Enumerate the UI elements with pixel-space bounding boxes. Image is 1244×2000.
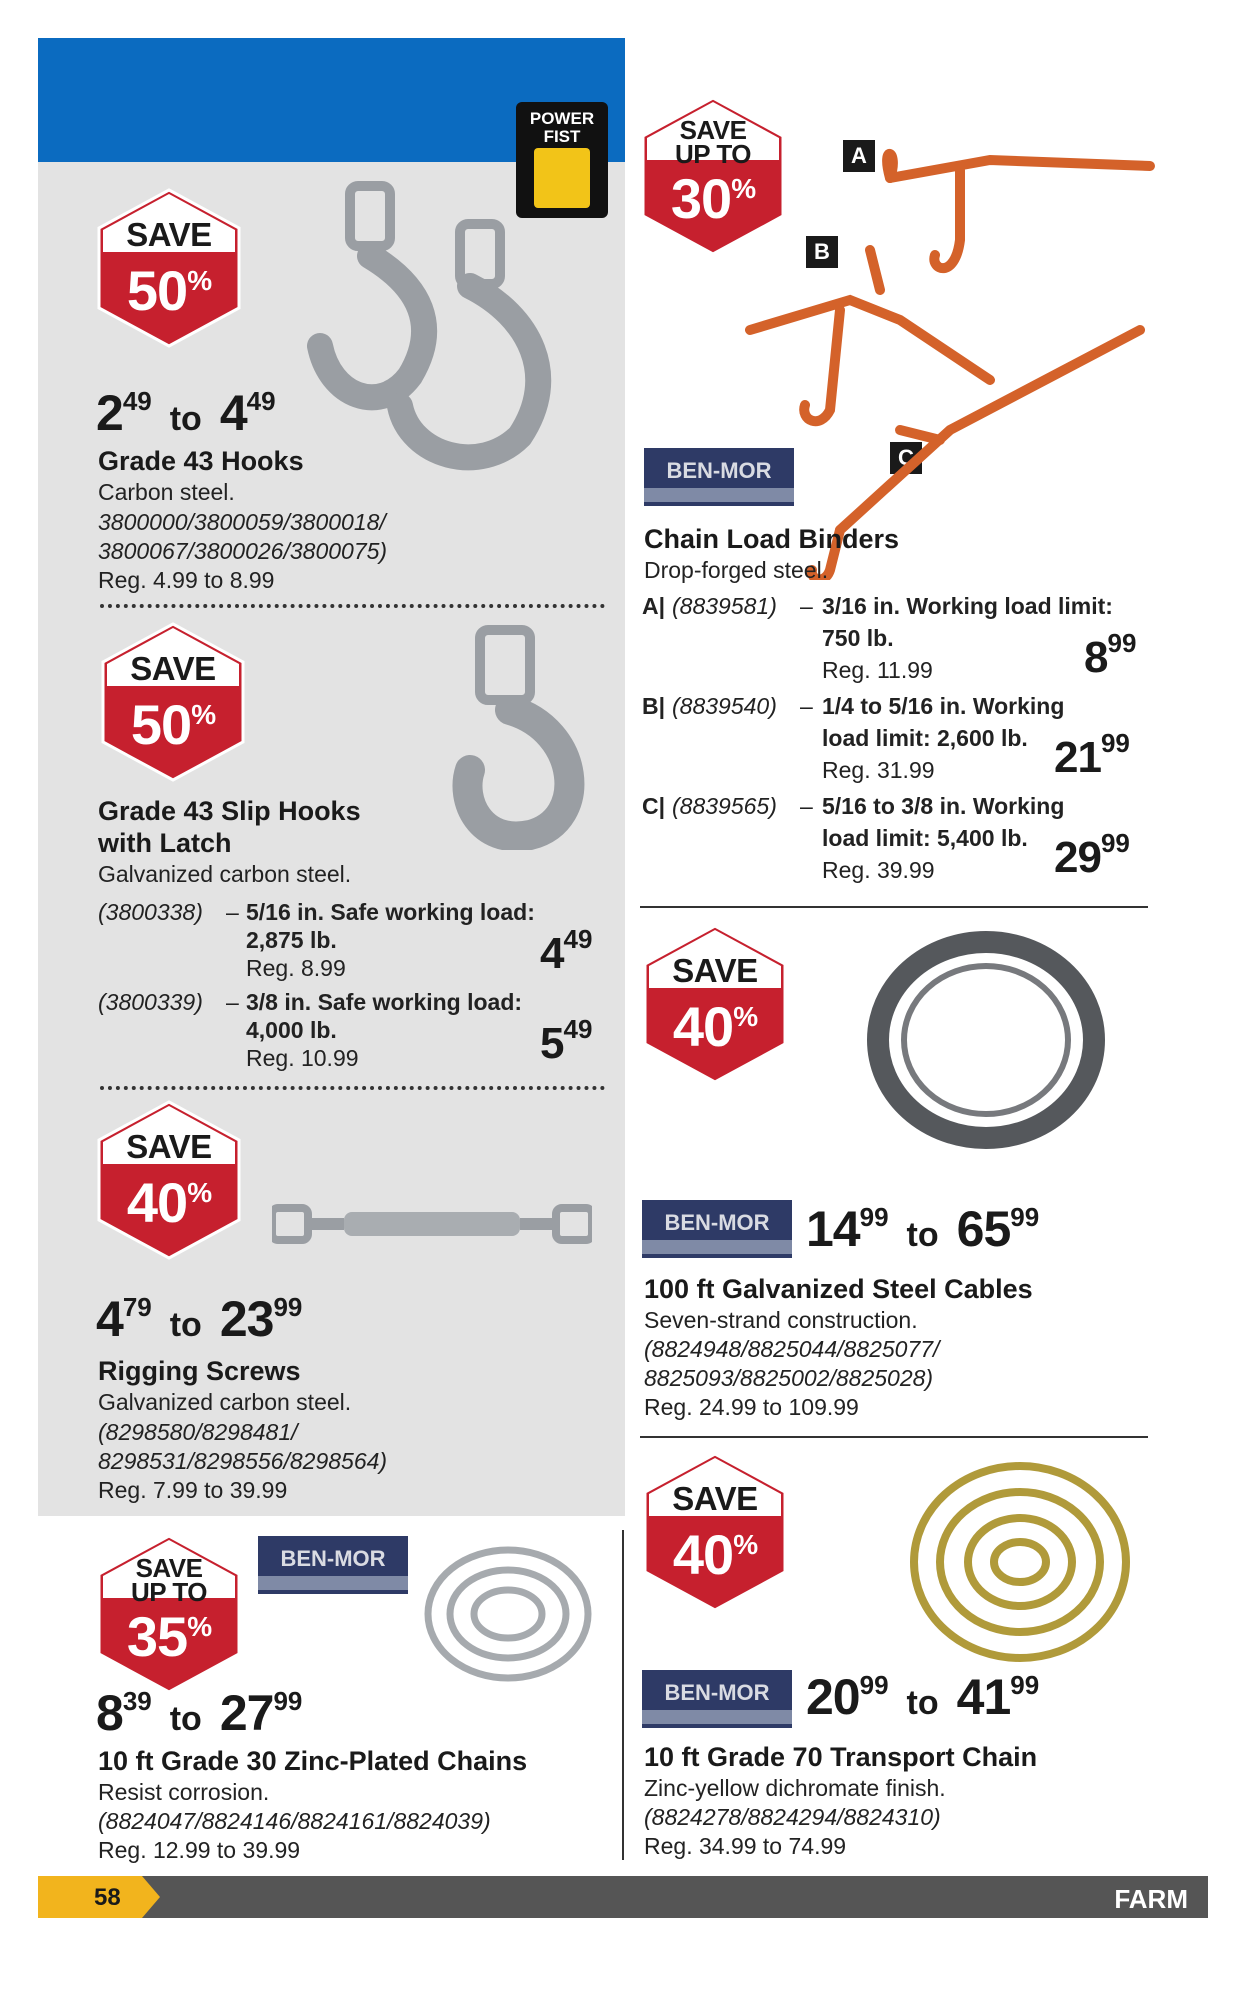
transport-chain-price: 2099 to 4199: [806, 1669, 1040, 1725]
transport-chain-image: [900, 1452, 1150, 1672]
binder-a-sku: (8839581): [672, 593, 777, 619]
slip-hook-2-price: 549: [540, 1014, 593, 1068]
transport-chain-title: 10 ft Grade 70 Transport Chain: [644, 1742, 1038, 1772]
rigging-material: Galvanized carbon steel.: [98, 1389, 352, 1415]
binder-a-dash: –: [800, 593, 813, 619]
binder-c-spec-1: 5/16 to 3/8 in. Working: [822, 793, 1065, 819]
transport-chain-save-badge: [642, 1452, 788, 1612]
dotted-divider: [100, 1086, 605, 1090]
cables-material: Seven-strand construction.: [644, 1307, 918, 1333]
slip-hook-1-spec-1: 5/16 in. Safe working load:: [246, 899, 535, 925]
rigging-save-badge: [96, 1100, 242, 1260]
cables-reg-price: Reg. 24.99 to 109.99: [644, 1394, 859, 1420]
svg-text:BEN-MOR: BEN-MOR: [664, 1680, 770, 1705]
binder-b-dash: –: [800, 693, 813, 719]
svg-text:BEN-MOR: BEN-MOR: [664, 1210, 770, 1235]
transport-chain-sku: (8824278/8824294/8824310): [644, 1804, 941, 1830]
zinc-chains-save-badge: [96, 1534, 242, 1694]
zinc-chains-material: Resist corrosion.: [98, 1779, 270, 1805]
badge-percent: 40%: [672, 995, 758, 1058]
binder-b-spec-1: 1/4 to 5/16 in. Working: [822, 693, 1065, 719]
footer-section-bar: [142, 1876, 1208, 1918]
rigging-reg-price: Reg. 7.99 to 39.99: [98, 1477, 288, 1503]
cables-price: 1499 to 6599: [806, 1201, 1040, 1257]
hooks-sku-1: 3800000/3800059/3800018/: [98, 509, 386, 535]
badge-save-text: SAVE: [672, 1480, 758, 1517]
rigging-sku-1: (8298580/8298481/: [98, 1419, 298, 1445]
zinc-chains-reg-price: Reg. 12.99 to 39.99: [98, 1837, 301, 1863]
slip-hook-image: [440, 620, 610, 850]
binder-c-sku: (8839565): [672, 793, 777, 819]
badge-percent: 50%: [130, 693, 216, 756]
badge-save-text: SAVE: [672, 952, 758, 989]
binder-b-reg: Reg. 31.99: [822, 757, 935, 783]
slip-hook-2-dash: –: [226, 989, 239, 1015]
badge-save-text: SAVE: [130, 650, 216, 687]
badge-percent: 40%: [126, 1171, 212, 1234]
badge-percent: 40%: [672, 1523, 758, 1586]
ben-mor-logo: [642, 1200, 792, 1258]
power-fist-text-2: FIST: [543, 127, 581, 146]
transport-chain-material: Zinc-yellow dichromate finish.: [644, 1775, 946, 1801]
footer-page-tab: [38, 1876, 142, 1918]
cables-sku-2: 8825093/8825002/8825028): [644, 1365, 934, 1391]
page-footer: [38, 1876, 1208, 1918]
binder-c-spec-2: load limit: 5,400 lb.: [822, 825, 1028, 851]
power-fist-text-1: POWER: [529, 109, 595, 128]
svg-text:BEN-MOR: BEN-MOR: [666, 458, 772, 483]
binder-a-spec-1: 3/16 in. Working load limit:: [822, 593, 1113, 619]
slip-hooks-title-2: with Latch: [98, 828, 232, 858]
cables-save-badge: [642, 924, 788, 1084]
badge-save-text: SAVE UP TO: [130, 1553, 207, 1607]
slip-hook-1-price: 449: [540, 924, 593, 978]
binder-a-spec-2: 750 lb.: [822, 625, 894, 651]
rigging-sku-2: 8298531/8298556/8298564): [98, 1448, 388, 1474]
svg-text:BEN-MOR: BEN-MOR: [280, 1546, 386, 1571]
cables-sku-1: (8824948/8825044/8825077/: [644, 1336, 940, 1362]
steel-cable-image: [866, 930, 1106, 1150]
binder-b-letter: B|: [642, 693, 666, 719]
rigging-price: 479 to 2399: [96, 1291, 303, 1347]
load-binders-image: [730, 130, 1160, 580]
column-divider: [622, 1530, 624, 1860]
zinc-chains-sku: (8824047/8824146/8824161/8824039): [98, 1808, 491, 1834]
binder-c-dash: –: [800, 793, 813, 819]
section-divider: [640, 1436, 1148, 1438]
zinc-chains-price: 839 to 2799: [96, 1685, 303, 1741]
slip-hook-2-reg: Reg. 10.99: [246, 1045, 359, 1071]
slip-hook-2-spec-2: 4,000 lb.: [246, 1017, 337, 1043]
label-c: C: [890, 442, 922, 474]
rigging-title: Rigging Screws: [98, 1356, 301, 1386]
badge-save-text: SAVE: [126, 1128, 212, 1165]
hooks-material: Carbon steel.: [98, 479, 235, 505]
dotted-divider: [100, 604, 605, 608]
transport-chain-reg-price: Reg. 34.99 to 74.99: [644, 1833, 847, 1859]
binder-b-spec-2: load limit: 2,600 lb.: [822, 725, 1028, 751]
slip-hooks-save-badge: [100, 622, 246, 782]
badge-save-text: SAVE UP TO: [674, 115, 751, 169]
clevis-hooks-image: [300, 176, 600, 486]
binders-title: Chain Load Binders: [644, 524, 900, 554]
binder-c-reg: Reg. 39.99: [822, 857, 935, 883]
hooks-price: 249 to 449: [96, 385, 276, 441]
slip-hook-1-sku: (3800338): [98, 899, 203, 925]
binder-c-price: 2999: [1054, 828, 1130, 882]
badge-save-text: SAVE: [126, 216, 212, 253]
footer-chevron: [142, 1876, 160, 1918]
label-a: A: [843, 140, 875, 172]
binder-b-price: 2199: [1054, 728, 1130, 782]
binders-material: Drop-forged steel.: [644, 557, 829, 583]
binder-a-price: 899: [1084, 628, 1137, 682]
hooks-reg-price: Reg. 4.99 to 8.99: [98, 567, 275, 593]
hooks-sku-2: 3800067/3800026/3800075): [98, 538, 388, 564]
slip-hook-2-sku: (3800339): [98, 989, 203, 1015]
ben-mor-logo: [258, 1536, 408, 1594]
badge-percent: 30%: [670, 167, 756, 230]
slip-hook-1-spec-2: 2,875 lb.: [246, 927, 337, 953]
page-number: 58: [94, 1884, 121, 1911]
binder-a-reg: Reg. 11.99: [822, 657, 933, 683]
section-label: FARM: [1114, 1884, 1188, 1914]
hooks-title: Grade 43 Hooks: [98, 446, 304, 476]
ben-mor-logo: [642, 1670, 792, 1728]
binder-c-letter: C|: [642, 793, 666, 819]
slip-hooks-material: Galvanized carbon steel.: [98, 861, 352, 887]
badge-percent: 35%: [126, 1605, 212, 1668]
hooks-save-badge: [96, 188, 242, 348]
label-b: B: [806, 236, 838, 268]
binder-a-letter: A|: [642, 593, 666, 619]
zinc-chain-image: [416, 1530, 612, 1700]
section-divider: [640, 906, 1148, 908]
slip-hook-1-reg: Reg. 8.99: [246, 955, 346, 981]
slip-hooks-title-1: Grade 43 Slip Hooks: [98, 796, 361, 826]
slip-hook-1-dash: –: [226, 899, 239, 925]
slip-hook-2-spec-1: 3/8 in. Safe working load:: [246, 989, 523, 1015]
ben-mor-logo: [644, 448, 794, 506]
rigging-screw-image: [272, 1194, 592, 1254]
zinc-chains-title: 10 ft Grade 30 Zinc-Plated Chains: [98, 1746, 528, 1776]
binder-b-sku: (8839540): [672, 693, 777, 719]
badge-percent: 50%: [126, 259, 212, 322]
cables-title: 100 ft Galvanized Steel Cables: [644, 1274, 1033, 1304]
